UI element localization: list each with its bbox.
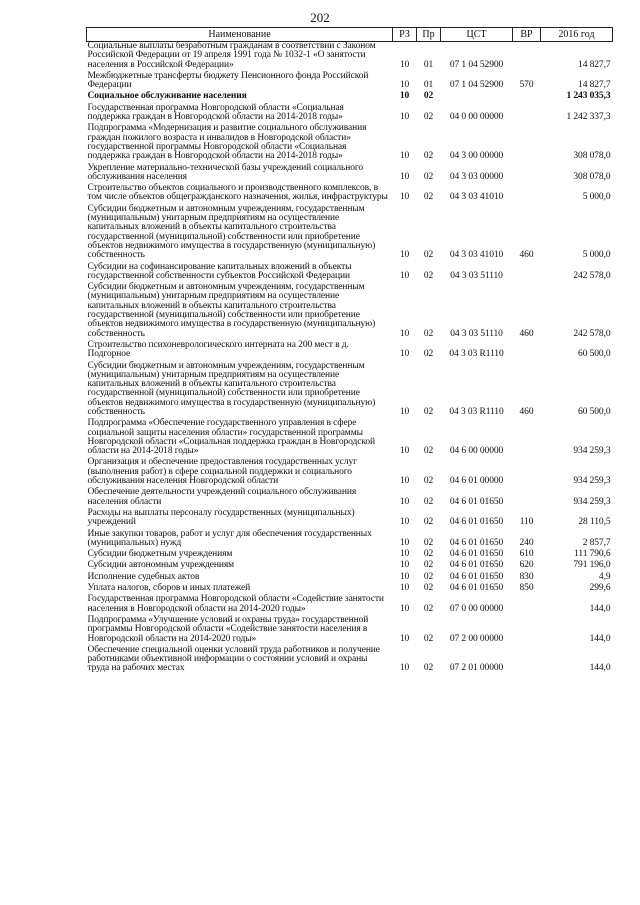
cell-pr: 02 [423,549,434,560]
cell-name: Социальные выплаты безработным гражданам в соответствии с Законом Российской Федерации от 19 апреля 1991 года № 1032-1 «О занятости населения в Российской Федерации» [87,41,376,70]
cell-name: Исполнение судебных актов [87,571,200,582]
cell-vr [513,616,541,646]
cell-vr: 830 [519,571,534,582]
cell-cst: 04 6 01 01650 [449,496,504,507]
cell-vr [513,184,541,205]
table-row [87,184,613,205]
cell-pr: 02 [423,476,434,487]
cell-rz: 10 [399,571,410,582]
cell-cst: 04 6 01 00000 [449,476,504,487]
table-row [87,283,613,341]
table-row [87,124,613,163]
table-row [87,263,613,284]
cell-name: Организация и обеспечение предоставления государственных услуг (выполнения работ) в сфере социальной поддержки и социального обслуживания населения Новгородской области [87,457,357,487]
cell-rz: 10 [399,496,410,507]
table-row [87,42,613,72]
cell-cst: 04 3 03 R1110 [449,349,504,360]
cell-cst: 07 0 00 00000 [449,603,504,614]
cell-vr: 850 [519,583,534,594]
cell-amount: 242 578,0 [573,270,611,281]
cell-cst: 04 6 01 01650 [449,549,504,560]
cell-pr: 02 [423,583,434,594]
cell-cst: 04 6 01 01650 [449,583,504,594]
cell-name: Субсидии автономным учреждениям [87,560,235,571]
cell-amount: 5 000,0 [582,192,611,203]
cell-amount: 144,0 [589,663,611,674]
cell-name: Социальное обслуживание населения [87,91,247,102]
cell-pr: 02 [423,112,434,123]
cell-name: Субсидии на софинансирование капитальных вложений в объекты государственной собственности субъектов Российской Федерации [87,261,352,281]
cell-name: Субсидии бюджетным учреждениям [87,549,233,560]
cell-rz: 10 [399,537,410,548]
cell-rz: 10 [399,59,410,70]
cell-name: Субсидии бюджетным и автономным учреждениям, государственным (муниципальным) унитарным предприятиям на осуществление капитальных вложений в объекты капитального строительства государственной (муниципальной) собственности или приобретение объектов недвижимого имущества в государственную (муниципальную) собственность [87,203,376,261]
cell-amount: 791 196,0 [573,560,611,571]
cell-name: Обеспечение специальной оценки условий труда работников и получение работниками объективной информации о состоянии условий и охраны труда на рабочих местах [87,644,380,674]
cell-amount: 144,0 [589,633,611,644]
cell-rz: 10 [399,91,410,102]
cell-cst: 07 1 04 52900 [449,59,504,70]
cell-amount: 60 500,0 [578,406,611,417]
cell-cst: 04 0 00 00000 [449,112,504,123]
cell-pr: 02 [423,192,434,203]
cell-pr: 02 [423,349,434,360]
cell-amount: 299,6 [589,583,611,594]
cell-name: Государственная программа Новгородской области «Социальная поддержка граждан в Новгородской области на 2014-2018 годы» [87,102,344,123]
header-vr: ВР [513,28,541,42]
cell-rz: 10 [399,151,410,162]
cell-pr: 02 [423,406,434,417]
cell-rz: 10 [399,603,410,614]
cell-amount: 1 243 035,3 [566,91,611,102]
cell-pr: 01 [423,59,434,70]
header-cst: ЦСТ [441,28,513,42]
cell-name: Государственная программа Новгородской области «Содействие занятости населения в Новгородской области на 2014-2020 годы» [87,594,384,614]
cell-rz: 10 [399,406,410,417]
cell-name: Подпрограмма «Обеспечение государственного управления в сфере социальной защиты населения области» государственной программы Новгородской области «Социальная поддержка граждан в Новгородской области на 2014-2018 годы» [87,418,376,457]
cell-name: Строительство объектов социального и производственного комплексов, в том числе объектов общегражданского назначения, жилья, инфраструктуры [87,183,388,203]
cell-amount: 242 578,0 [573,328,611,339]
cell-name: Субсидии бюджетным и автономным учреждениям, государственным (муниципальным) унитарным предприятиям на осуществление капитальных вложений в объекты капитального строительства государственной (муниципальной) собственности или приобретение объектов недвижимого имущества в государственную (муниципальную) собственность [87,282,376,339]
cell-name: Субсидии бюджетным и автономным учреждениям, государственным (муниципальным) унитарным предприятиям на осуществление капитальных вложений в объекты капитального строительства государственной (муниципальной) собственности или приобретение объектов недвижимого имущества в государственную (муниципальную) собственность [87,360,376,417]
cell-pr: 01 [423,80,434,91]
header-pr: Пр [417,28,441,42]
cell-vr [513,92,541,103]
cell-pr: 02 [423,603,434,614]
cell-amount: 5 000,0 [582,250,611,261]
budget-table [86,27,613,676]
cell-name: Межбюджетные трансферты бюджету Пенсионного фонда Российской Федерации [87,70,369,91]
table-row [87,530,613,551]
cell-vr: 460 [519,406,534,417]
cell-rz: 10 [399,349,410,360]
cell-cst: 04 3 03 R1110 [449,406,504,417]
cell-vr: 620 [519,560,534,571]
cell-vr [513,104,541,125]
table-row [87,595,613,616]
cell-amount: 14 827,7 [578,80,611,91]
table-row [87,341,613,362]
cell-amount: 1 242 337,3 [566,112,611,123]
table-row [87,488,613,509]
cell-vr [513,124,541,163]
cell-cst: 04 3 00 00000 [449,151,504,162]
cell-name: Обеспечение деятельности учреждений социального обслуживания населения области [87,487,357,507]
cell-pr: 02 [423,151,434,162]
table-row [87,616,613,646]
cell-pr: 02 [423,328,434,339]
cell-cst: 04 3 03 51110 [450,328,503,339]
cell-amount: 111 790,6 [574,549,611,560]
cell-amount: 60 500,0 [578,349,611,360]
cell-rz: 10 [399,446,410,457]
table-header-row [87,28,613,42]
cell-rz: 10 [399,250,410,261]
table-row [87,509,613,530]
cell-amount: 934 259,3 [573,476,611,487]
cell-name: Расходы на выплаты персоналу государственных (муниципальных) учреждений [87,507,355,528]
table-row [87,205,613,263]
table-row [87,419,613,458]
cell-name: Иные закупки товаров, работ и услуг для обеспечения государственных (муниципальных) нужд [87,528,372,548]
cell-rz: 10 [399,328,410,339]
cell-pr: 02 [423,171,434,182]
cell-amount: 4,9 [598,571,611,582]
cell-name: Подпрограмма «Улучшение условий и охраны труда» государственной программы Новгородской области «Содействие занятости населения в Новгородской области на 2014-2020 годы» [87,614,369,644]
cell-pr: 02 [423,496,434,507]
header-year: 2016 год [541,28,613,42]
cell-vr [513,164,541,185]
cell-rz: 10 [399,549,410,560]
cell-amount: 144,0 [589,603,611,614]
cell-vr [513,263,541,284]
cell-vr [513,341,541,362]
cell-pr: 02 [423,250,434,261]
table-row [87,646,613,676]
cell-vr [513,458,541,488]
cell-vr: 460 [519,328,534,339]
cell-amount: 934 259,3 [573,446,611,457]
cell-amount: 308 078,0 [573,151,611,162]
cell-pr: 02 [423,633,434,644]
cell-rz: 10 [399,270,410,281]
cell-cst: 04 3 03 00000 [449,171,504,182]
cell-amount: 14 827,7 [578,59,611,70]
cell-rz: 10 [399,560,410,571]
cell-cst: 07 1 04 52900 [449,80,504,91]
cell-cst: 04 6 01 01650 [449,560,504,571]
cell-amount: 2 857,7 [582,537,611,548]
cell-pr: 02 [423,270,434,281]
cell-rz: 10 [399,112,410,123]
cell-pr: 02 [423,91,434,102]
cell-rz: 10 [399,171,410,182]
cell-name: Уплата налогов, сборов и иных платежей [87,583,251,594]
cell-rz: 10 [399,476,410,487]
cell-cst: 04 6 00 00000 [449,446,504,457]
cell-pr: 02 [423,560,434,571]
table-row [87,458,613,488]
cell-name: Подпрограмма «Модернизация и развитие социального обслуживания граждан пожилого возраста и инвалидов в Новгородской области» государственной программы Новгородской области «Социальная поддержка граждан в Новгородской области на 2014-2018 годы» [87,123,367,162]
cell-vr: 240 [519,537,534,548]
table-row [87,164,613,185]
cell-rz: 10 [399,517,410,528]
cell-rz: 10 [399,80,410,91]
cell-rz: 10 [399,192,410,203]
cell-pr: 02 [423,517,434,528]
cell-vr [513,595,541,616]
cell-vr: 460 [519,250,534,261]
page-number: 202 [310,10,330,25]
cell-name: Укрепление материально-технической базы учреждений социального обслуживания населения [87,162,364,182]
cell-cst [441,92,513,103]
cell-pr: 02 [423,537,434,548]
cell-cst: 04 3 03 41010 [449,192,504,203]
table-row [87,362,613,420]
cell-name: Строительство психоневрологического интерната на 200 мест в д. Подгорное [87,339,349,360]
cell-vr: 610 [519,549,534,560]
cell-pr: 02 [423,571,434,582]
cell-rz: 10 [399,633,410,644]
cell-pr: 02 [423,663,434,674]
cell-amount: 28 110,5 [578,517,611,528]
cell-rz: 10 [399,663,410,674]
cell-vr [513,42,541,72]
cell-vr [513,419,541,458]
cell-vr: 570 [519,80,534,91]
cell-vr [513,488,541,509]
cell-vr: 110 [519,517,534,528]
cell-cst: 04 3 03 51110 [450,270,503,281]
cell-cst: 04 6 01 01650 [449,517,504,528]
cell-cst: 07 2 01 00000 [449,663,504,674]
cell-amount: 934 259,3 [573,496,611,507]
cell-amount: 308 078,0 [573,171,611,182]
cell-pr: 02 [423,446,434,457]
cell-cst: 04 6 01 01650 [449,537,504,548]
cell-rz: 10 [399,583,410,594]
cell-cst: 04 6 01 01650 [449,571,504,582]
cell-cst: 04 3 03 41010 [449,250,504,261]
header-rz: РЗ [393,28,417,42]
table-row [87,72,613,93]
cell-vr [513,646,541,676]
cell-cst: 07 2 00 00000 [449,633,504,644]
table-row [87,104,613,125]
header-name: Наименование [87,28,393,42]
